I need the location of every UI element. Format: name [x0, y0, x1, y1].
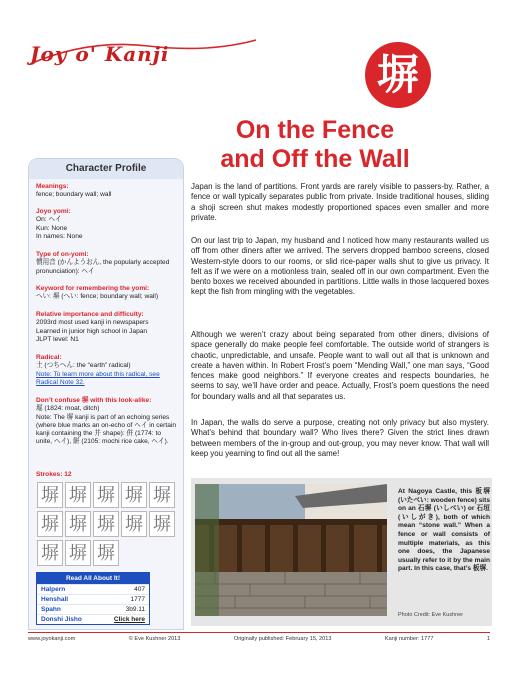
stroke-step: 塀	[93, 540, 119, 566]
stroke-step: 塀	[65, 482, 91, 508]
site-logo[interactable]: Joy o' Kanji	[30, 42, 170, 66]
stroke-step: 塀	[93, 511, 119, 537]
footer-page-number: 1	[486, 636, 490, 642]
confuse-section	[36, 397, 178, 447]
reference-name: Spahn	[41, 606, 61, 613]
keyword-text: へい: 塀 (へい: fence; boundary wall; wall)	[36, 293, 159, 301]
paragraph-3: Although we weren’t crazy about being separated from other diners, divisions of space generally do make people feel comfortable. The outside world of strangers is chaotic, unpredictable, and unsafe. People want to wall out all that is unknown and create a haven within. In Robert Frost’s poem “Mending Wall,” one man says, “Good fences make good neighbors.” If everyone creates and respects boundaries, he seems to say, we’ll have order and peace. Actually, Frost’s poem questions the need for boundary walls and all that separates us.	[191, 330, 489, 401]
joyo-yomi-section	[36, 208, 178, 241]
stroke-step: 塀	[93, 482, 119, 508]
stroke-step: 塀	[37, 511, 63, 537]
strokes-label: Strokes: 12	[36, 471, 72, 478]
castle-fence-photo	[195, 484, 387, 616]
meanings-text: fence; boundary wall; wall	[36, 191, 112, 199]
footer-published: Originally published: February 15, 2013	[233, 636, 332, 642]
radical-note-link[interactable]: Note: To learn more about this radical, see Radical Note 32.	[36, 370, 160, 386]
radical-label: Radical:	[36, 354, 62, 361]
footer-copyright: © Eve Kushner 2013	[128, 636, 181, 642]
title-line-1: On the Fence	[235, 116, 395, 144]
stroke-step: 塀	[65, 540, 91, 566]
importance-section	[36, 311, 178, 344]
on-yomi: On: ヘイ	[36, 216, 62, 224]
confuse-note: Note: The 塀 kanji is part of an echoing series (where blue marks an on-echo of ヘイ in certain kanji containing the 并 shape): 併 (1774: to unite, ヘイ), 餅 (2105: mochi rice cake, ヘイ).	[36, 413, 176, 446]
read-about-box	[36, 572, 150, 625]
reference-value: 1777	[130, 596, 145, 603]
stroke-step: 塀	[37, 482, 63, 508]
importance-label: Relative importance and difficulty:	[36, 311, 144, 318]
stroke-step: 塀	[121, 511, 147, 537]
paragraph-2: On our last trip to Japan, my husband and I noticed how many restaurants walled us off from other diners after we arrived. The servers dropped bamboo screens, closed Western-style doors to our rooms, or slid rice-paper walls shut to give us privacy. It felt as if we were on a motionless train, sealed off in our own compartment. Even the bento boxes we received abounded in partitions. Little walls in those lacquered boxes kept the fish from mingling with the vegetables.	[191, 236, 489, 297]
reference-row	[37, 614, 149, 624]
importance-grade: Learned in junior high school in Japan	[36, 327, 148, 335]
in-names: In names: None	[36, 232, 83, 240]
photo-caption: At Nagoya Castle, this 板塀 (いたべい: wooden fence) sits on an 石塀 (いしべい) or 石垣 (いしがき), both of which mean “stone wall.” When a fence or wall consists of multiple materials, as this one does, the Japanese usually refer to it by the main part. In this case, that’s 板塀.	[398, 488, 490, 573]
stroke-order-grid	[37, 482, 181, 569]
stroke-step: 塀	[149, 482, 175, 508]
reference-row	[37, 604, 149, 614]
reference-value: 407	[134, 586, 145, 593]
stroke-step: 塀	[37, 540, 63, 566]
joyo-label: Joyo yomi:	[36, 208, 71, 215]
keyword-section	[36, 285, 178, 302]
page-footer	[28, 632, 490, 642]
meanings-label: Meanings:	[36, 183, 69, 190]
jlpt-level: JLPT level: N1	[36, 335, 79, 343]
donshi-jisho-link[interactable]: Click here	[113, 616, 145, 623]
stroke-step: 塀	[121, 482, 147, 508]
read-about-heading: Read All About It!	[37, 573, 149, 584]
reference-row	[37, 594, 149, 604]
radical-section	[36, 354, 178, 387]
title-line-2: and Off the Wall	[220, 145, 410, 173]
paragraph-1: Japan is the land of partitions. Front yards are rarely visible to passers-by. Rather, a fence or wall typically separates public from private. Inside traditional houses, sliding a shoji screen shut makes modestly proportioned spaces even smaller and more private.	[191, 182, 489, 222]
confuse-label: Don’t confuse 塀 with this look-alike:	[36, 397, 152, 404]
article-title	[180, 116, 450, 174]
meanings-section	[36, 183, 178, 200]
featured-kanji: 塀	[365, 42, 431, 108]
stroke-step: 塀	[149, 511, 175, 537]
strokes-section	[36, 471, 178, 479]
keyword-label: Keyword for remembering the yomi:	[36, 285, 150, 292]
reference-value: 3b9.11	[125, 606, 145, 613]
stroke-step: 塀	[65, 511, 91, 537]
reference-name: Donshi Jisho	[41, 616, 82, 623]
footer-kanji-number: Kanji number: 1777	[384, 636, 434, 642]
type-label: Type of on-yomi:	[36, 251, 89, 258]
paragraph-4: In Japan, the walls do serve a purpose, creating not only privacy but also mystery. What’s behind that boundary wall? Who lives there? Given the strict lines drawn between members of the in-group and out-group, you may never know. That wall will keep you yearning to find out all the same!	[191, 418, 489, 458]
photo-credit: Photo Credit: Eve Kushner	[398, 612, 464, 618]
reference-row	[37, 584, 149, 594]
footer-url[interactable]: www.joyokanji.com	[28, 636, 76, 642]
confuse-lookalike: 堀 (1824: moat, ditch)	[36, 405, 100, 413]
reference-name: Halpern	[41, 586, 66, 593]
type-text: 慣用音 (かんようおん, the popularly accepted pronunciation): ヘイ	[36, 259, 170, 275]
radical-text: 土 (つちへん: the “earth” radical)	[36, 362, 131, 370]
profile-heading: Character Profile	[29, 159, 183, 179]
type-section	[36, 251, 178, 276]
character-profile-sidebar	[28, 158, 184, 630]
importance-rank: 2093rd most used kanji in newspapers	[36, 319, 149, 327]
photo-illustration	[195, 484, 387, 616]
kun-yomi: Kun: None	[36, 224, 68, 232]
reference-name: Henshall	[41, 596, 69, 603]
